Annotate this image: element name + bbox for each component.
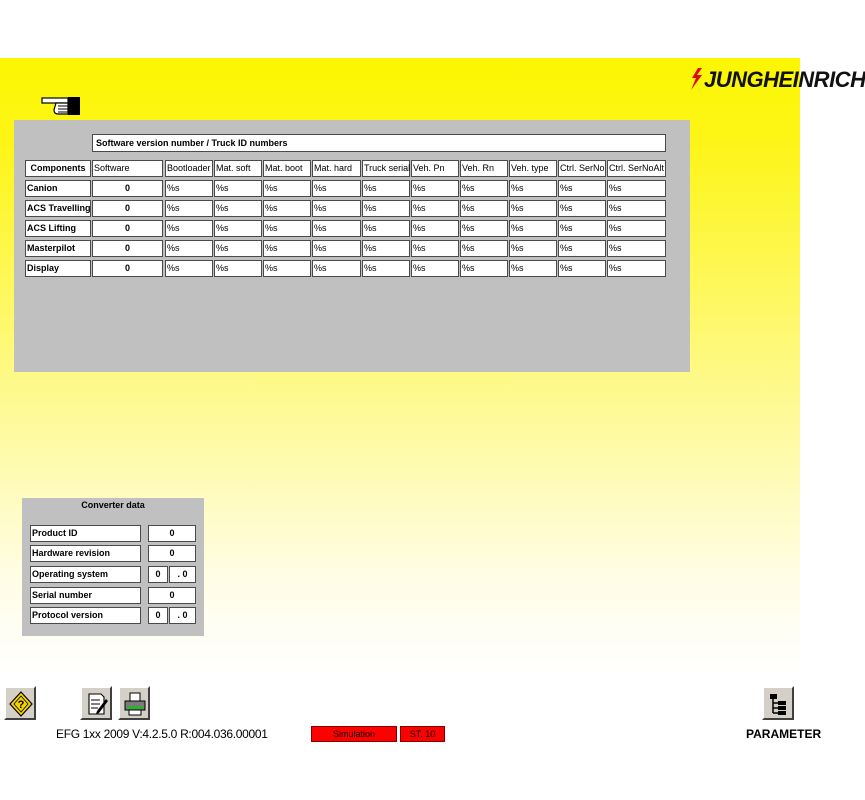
row-acs-travelling-cell: %s (214, 200, 262, 217)
help-button[interactable] (4, 686, 36, 720)
header-veh-rn: Veh. Rn (460, 160, 508, 177)
operating-system-minor: . 0 (169, 566, 196, 583)
simulation-badge: Simulation (311, 726, 397, 742)
row-display-cell: %s (509, 260, 557, 277)
row-display-cell: %s (362, 260, 410, 277)
row-display-cell: %s (263, 260, 311, 277)
row-display-cell: %s (312, 260, 361, 277)
row-acs-lifting-cell: %s (460, 220, 508, 237)
header-bootloader: Bootloader (165, 160, 213, 177)
software-version-panel (14, 120, 690, 372)
serial-number-value: 0 (148, 587, 196, 604)
row-canion-cell: %s (509, 180, 557, 197)
row-masterpilot-cell: %s (460, 240, 508, 257)
converter-data-panel (22, 498, 204, 636)
row-acs-lifting-software: 0 (92, 220, 163, 237)
row-acs-lifting-cell: %s (263, 220, 311, 237)
header-veh-type: Veh. type (509, 160, 557, 177)
row-masterpilot-software: 0 (92, 240, 163, 257)
header-mat-boot: Mat. boot (263, 160, 311, 177)
header-ctrl-sernoalt: Ctrl. SerNoAlt (607, 160, 666, 177)
row-acs-travelling-cell: %s (411, 200, 459, 217)
row-canion-label: Canion (25, 180, 91, 197)
header-ctrl-serno: Ctrl. SerNo (558, 160, 606, 177)
row-masterpilot-cell: %s (214, 240, 262, 257)
panel-title: Software version number / Truck ID numbers (92, 134, 666, 152)
operating-system-major: 0 (148, 566, 168, 583)
structure-tree-button[interactable] (762, 686, 794, 720)
operating-system-label: Operating system (30, 566, 141, 583)
row-canion-cell: %s (312, 180, 361, 197)
protocol-version-label: Protocol version (30, 607, 141, 624)
row-display-cell: %s (607, 260, 666, 277)
hardware-revision-label: Hardware revision (30, 545, 141, 562)
row-display-cell: %s (558, 260, 606, 277)
row-acs-lifting-cell: %s (411, 220, 459, 237)
row-acs-lifting-cell: %s (214, 220, 262, 237)
row-acs-travelling-software: 0 (92, 200, 163, 217)
header-components: Components (25, 160, 91, 177)
row-acs-lifting-cell: %s (312, 220, 361, 237)
row-masterpilot-cell: %s (509, 240, 557, 257)
row-acs-lifting-cell: %s (558, 220, 606, 237)
row-acs-lifting-cell: %s (165, 220, 213, 237)
row-masterpilot-cell: %s (411, 240, 459, 257)
notes-pen-icon (85, 691, 109, 717)
header-mat-hard: Mat. hard (312, 160, 361, 177)
brand-logo (688, 64, 865, 96)
row-masterpilot-cell: %s (558, 240, 606, 257)
row-acs-travelling-cell: %s (460, 200, 508, 217)
row-display-cell: %s (411, 260, 459, 277)
parameter-label: PARAMETER (746, 727, 822, 741)
help-diamond-icon (9, 691, 33, 717)
hardware-revision-value: 0 (148, 545, 196, 562)
row-canion-cell: %s (558, 180, 606, 197)
status-info: EFG 1xx 2009 V:4.2.5.0 R:004.036.00001 (56, 727, 268, 741)
row-masterpilot-cell: %s (362, 240, 410, 257)
header-mat-soft: Mat. soft (214, 160, 262, 177)
row-canion-cell: %s (460, 180, 508, 197)
row-masterpilot-cell: %s (165, 240, 213, 257)
row-masterpilot-cell: %s (607, 240, 666, 257)
row-canion-cell: %s (263, 180, 311, 197)
printer-icon (123, 691, 147, 717)
station-badge: ST. 10 (400, 726, 445, 742)
row-canion-software: 0 (92, 180, 163, 197)
row-canion-cell: %s (214, 180, 262, 197)
product-id-value: 0 (148, 525, 196, 542)
serial-number-label: Serial number (30, 587, 141, 604)
notes-button[interactable] (80, 686, 112, 720)
product-id-label: Product ID (30, 525, 141, 542)
row-acs-travelling-cell: %s (558, 200, 606, 217)
row-display-cell: %s (460, 260, 508, 277)
row-canion-cell: %s (165, 180, 213, 197)
row-display-cell: %s (214, 260, 262, 277)
protocol-version-minor: . 0 (169, 607, 196, 624)
tree-structure-icon (767, 691, 791, 717)
header-software: Software (92, 160, 163, 177)
row-acs-travelling-label: ACS Travelling (25, 200, 91, 217)
row-masterpilot-label: Masterpilot (25, 240, 91, 257)
row-acs-lifting-label: ACS Lifting (25, 220, 91, 237)
row-display-software: 0 (92, 260, 163, 277)
logo-mark-icon (688, 66, 704, 92)
row-acs-travelling-cell: %s (509, 200, 557, 217)
top-strip (0, 0, 800, 58)
protocol-version-major: 0 (148, 607, 168, 624)
header-truck-serial: Truck serial (362, 160, 410, 177)
row-display-cell: %s (165, 260, 213, 277)
row-canion-cell: %s (607, 180, 666, 197)
row-acs-lifting-cell: %s (509, 220, 557, 237)
row-acs-travelling-cell: %s (165, 200, 213, 217)
row-display-label: Display (25, 260, 91, 277)
row-masterpilot-cell: %s (263, 240, 311, 257)
print-button[interactable] (118, 686, 150, 720)
row-acs-lifting-cell: %s (607, 220, 666, 237)
pointing-hand-icon (42, 94, 84, 116)
row-acs-lifting-cell: %s (362, 220, 410, 237)
header-veh-pn: Veh. Pn (411, 160, 459, 177)
row-acs-travelling-cell: %s (263, 200, 311, 217)
logo-text: JUNGHEINRICH (704, 67, 865, 92)
row-acs-travelling-cell: %s (607, 200, 666, 217)
row-acs-travelling-cell: %s (312, 200, 361, 217)
svg-text:?: ? (17, 699, 25, 711)
row-acs-travelling-cell: %s (362, 200, 410, 217)
row-canion-cell: %s (411, 180, 459, 197)
converter-title: Converter data (81, 500, 145, 510)
row-canion-cell: %s (362, 180, 410, 197)
row-masterpilot-cell: %s (312, 240, 361, 257)
